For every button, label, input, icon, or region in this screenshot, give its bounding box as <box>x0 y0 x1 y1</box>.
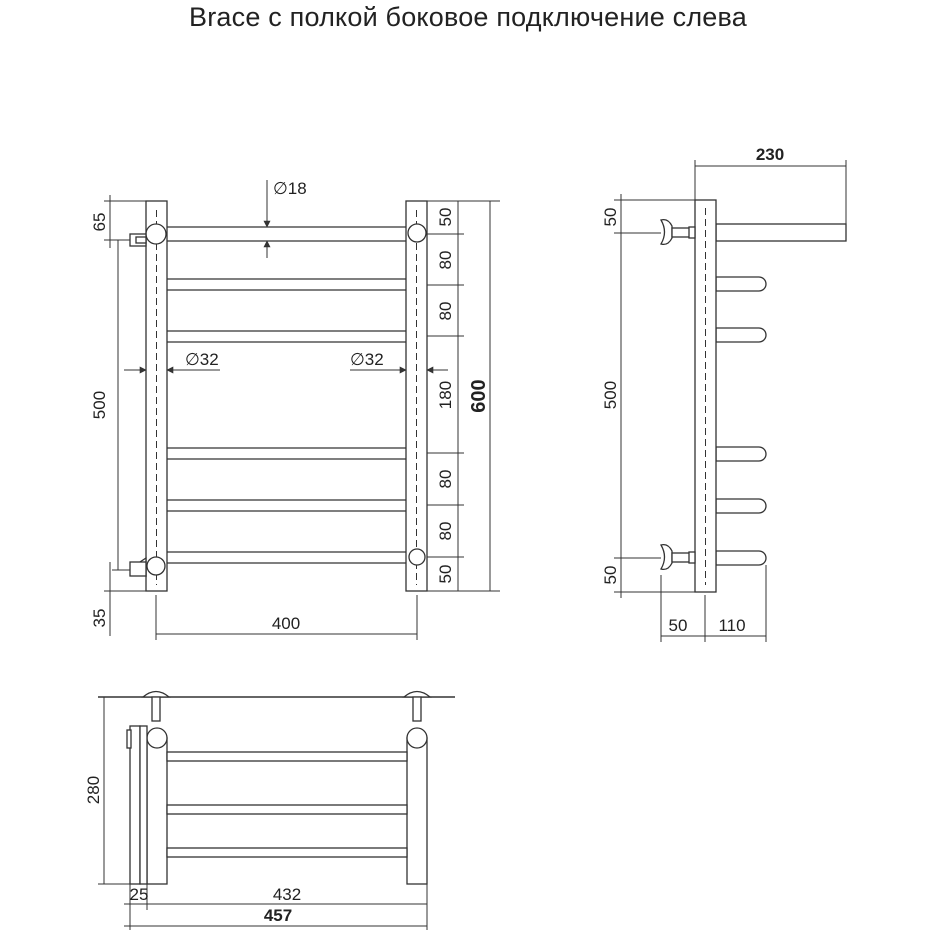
spacing-label-7: 50 <box>436 564 455 584</box>
dim-collector-diameter-right: ∅32 <box>350 350 384 369</box>
rung-6 <box>160 552 418 563</box>
front-rungs <box>160 227 418 563</box>
spacing-label-1: 50 <box>436 207 455 227</box>
rung-3 <box>160 331 418 342</box>
dim-top-offset: 65 <box>90 212 109 232</box>
dim-side-bottom-offset: 50 <box>601 565 620 585</box>
rung-2 <box>160 279 418 290</box>
dim-collector-diameter-left: ∅32 <box>185 350 219 369</box>
top-rung-1 <box>167 752 407 761</box>
spacing-label-4: 180 <box>436 380 455 410</box>
top-rung-3 <box>167 848 407 857</box>
rung-1 <box>160 227 418 241</box>
front-view <box>90 179 500 640</box>
top-rung-2 <box>167 805 407 814</box>
dim-side-top-offset: 50 <box>601 207 620 227</box>
dim-left-height: 500 <box>90 390 109 420</box>
dim-rung-depth: 110 <box>718 616 746 635</box>
wall-mount-bottom <box>661 545 695 570</box>
dim-top-total-width: 457 <box>263 906 293 925</box>
drawing-title: Brace с полкой боковое подключение слева <box>189 2 747 32</box>
dim-wall-gap: 50 <box>668 616 688 635</box>
dim-total-height: 600 <box>468 379 490 413</box>
dim-pipe-diameter: ∅18 <box>273 179 307 198</box>
spacing-label-6: 80 <box>436 521 455 541</box>
dim-top-depth: 280 <box>84 775 103 805</box>
shelf <box>716 224 846 241</box>
rung-5 <box>160 500 418 511</box>
rung-4 <box>160 448 418 459</box>
top-left-collector <box>147 738 167 884</box>
side-rungs <box>716 277 766 565</box>
dim-bottom-offset: 35 <box>90 608 109 628</box>
spacing-label-3: 80 <box>436 301 455 321</box>
spacing-label-2: 80 <box>436 250 455 270</box>
wall-mount-top <box>661 220 695 245</box>
side-view <box>601 145 846 642</box>
top-right-collector <box>407 738 427 884</box>
dim-top-offset: 25 <box>129 885 149 904</box>
spacing-label-5: 80 <box>436 469 455 489</box>
dim-top-inner-width: 432 <box>272 885 302 904</box>
dim-shelf-depth: 230 <box>755 145 785 164</box>
dim-width: 400 <box>271 614 301 633</box>
dim-side-height: 500 <box>601 380 620 410</box>
top-view <box>84 692 455 931</box>
